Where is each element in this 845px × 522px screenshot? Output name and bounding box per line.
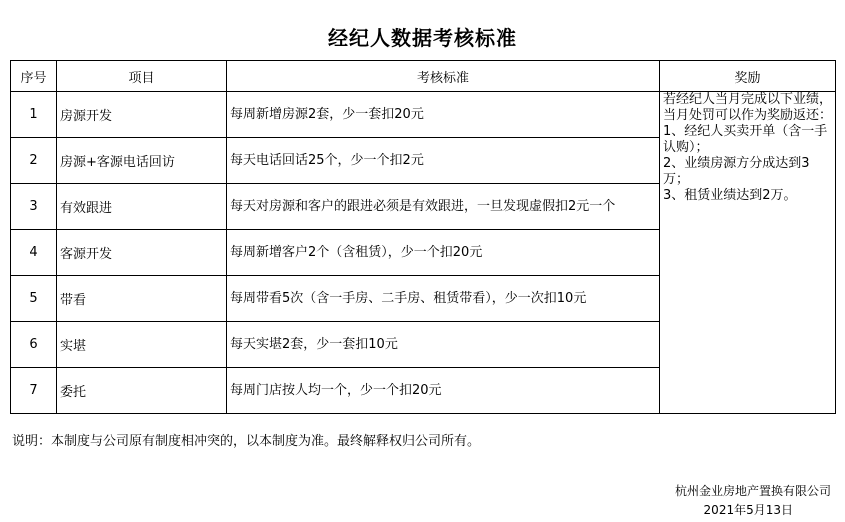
row-standard: 每天实堪2套，少一套扣10元 (227, 322, 660, 368)
header-reward: 奖励 (660, 61, 836, 92)
row-seq: 1 (11, 92, 57, 138)
row-seq: 4 (11, 230, 57, 276)
row-seq: 2 (11, 138, 57, 184)
row-item: 房源开发 (57, 92, 227, 138)
company-name: 杭州金业房地产置换有限公司 (674, 484, 831, 498)
header-standard: 考核标准 (227, 61, 660, 92)
row-standard: 每天电话回话25个，少一个扣2元 (227, 138, 660, 184)
reward-intro: 若经纪人当月完成以下业绩，当月处罚可以作为奖励返还： (663, 92, 833, 123)
row-standard: 每周新增客户2个（含租赁），少一个扣20元 (227, 230, 660, 276)
row-item: 实堪 (57, 322, 227, 368)
row-item: 有效跟进 (57, 184, 227, 230)
row-seq: 7 (11, 368, 57, 414)
reward-cell (660, 92, 836, 414)
row-item: 带看 (57, 276, 227, 322)
row-seq: 5 (11, 276, 57, 322)
row-standard: 每周新增房源2套，少一套扣20元 (227, 92, 660, 138)
reward-item-3: 3、租赁业绩达到2万。 (663, 188, 797, 203)
header-item: 项目 (57, 61, 227, 92)
row-standard: 每周门店按人均一个，少一个扣20元 (227, 368, 660, 414)
footnote: 说明：本制度与公司原有制度相冲突的，以本制度为准。最终解释权归公司所有。 (12, 434, 481, 449)
row-item: 房源+客源电话回访 (57, 138, 227, 184)
table-row (11, 92, 836, 138)
reward-item-1: 1、经纪人买卖开单（含一手认购）； (663, 124, 828, 155)
row-item: 委托 (57, 368, 227, 414)
row-standard: 每周带看5次（含一手房、二手房、租赁带看），少一次扣10元 (227, 276, 660, 322)
issue-date: 2021年5月13日 (703, 503, 793, 517)
row-seq: 3 (11, 184, 57, 230)
row-seq: 6 (11, 322, 57, 368)
row-item: 客源开发 (57, 230, 227, 276)
document-title: 经纪人数据考核标准 (328, 26, 517, 50)
assessment-table (10, 60, 836, 414)
header-seq: 序号 (11, 61, 57, 92)
reward-item-2: 2、业绩房源方分成达到3万； (663, 156, 810, 187)
table-header-row (11, 61, 836, 92)
row-standard: 每天对房源和客户的跟进必须是有效跟进，一旦发现虚假扣2元一个 (227, 184, 660, 230)
